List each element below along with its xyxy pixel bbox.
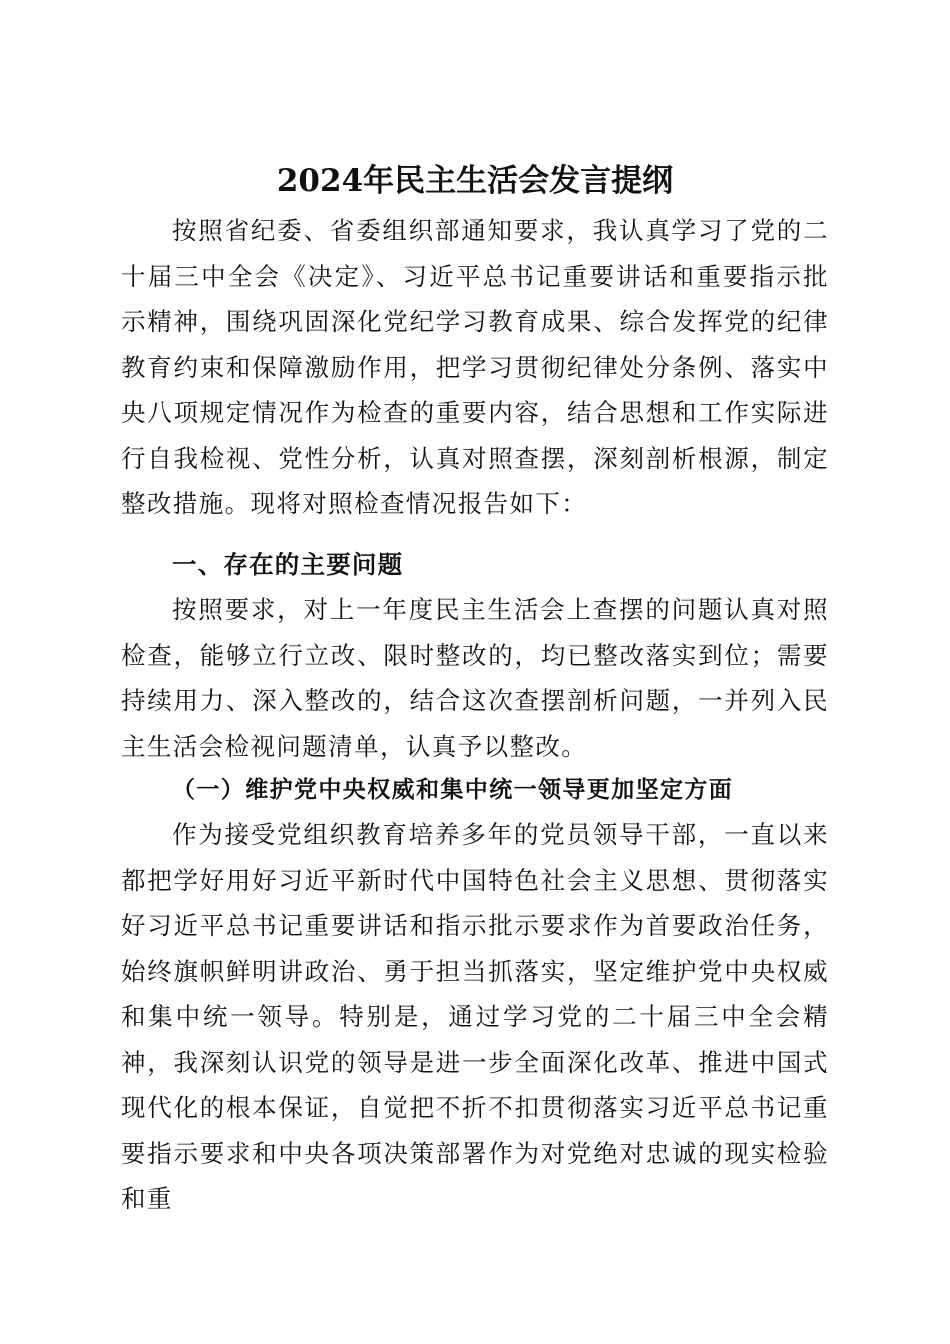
document-title: 2024年民主生活会发言提纲 <box>276 162 674 199</box>
subsection-heading-1: （一）维护党中央权威和集中统一领导更加坚定方面 <box>172 776 734 803</box>
intro-paragraph: 按照省纪委、省委组织部通知要求，我认真学习了党的二十届三中全会《决定》、习近平总书记重要讲话和重要指示批示精神，围绕巩固深化党纪学习教育成果、综合发挥党的纪律教育约束和保障激励作用，把学习贯彻纪律处分条例、落实中央八项规定情况作为检查的重要内容，结合思想和工作实际进行自我检视、党性分析，认真对照查摆，深刻剖析根源，制定整改措施。现将对照检查情况报告如下： <box>121 216 829 518</box>
section-heading-main-problems: 一、存在的主要问题 <box>172 550 404 579</box>
section-1-paragraph: 按照要求，对上一年度民主生活会上查摆的问题认真对照检查，能够立行立改、限时整改的，均已整改落实到位；需要持续用力、深入整改的，结合这次查摆剖析问题，一并列入民主生活会检视问题清单，认真予以整改。 <box>121 595 829 761</box>
subsection-1-paragraph: 作为接受党组织教育培养多年的党员领导干部，一直以来都把学好用好习近平新时代中国特色社会主义思想、贯彻落实好习近平总书记重要讲话和指示批示要求作为首要政治任务，始终旗帜鲜明讲政治、勇于担当抓落实，坚定维护党中央权威和集中统一领导。特别是，通过学习党的二十届三中全会精神，我深刻认识党的领导是进一步全面深化改革、推进中国式现代化的根本保证，自觉把不折不扣贯彻落实习近平总书记重要指示要求和中央各项决策部署作为对党绝对忠诚的现实检验和重 <box>121 820 829 1213</box>
